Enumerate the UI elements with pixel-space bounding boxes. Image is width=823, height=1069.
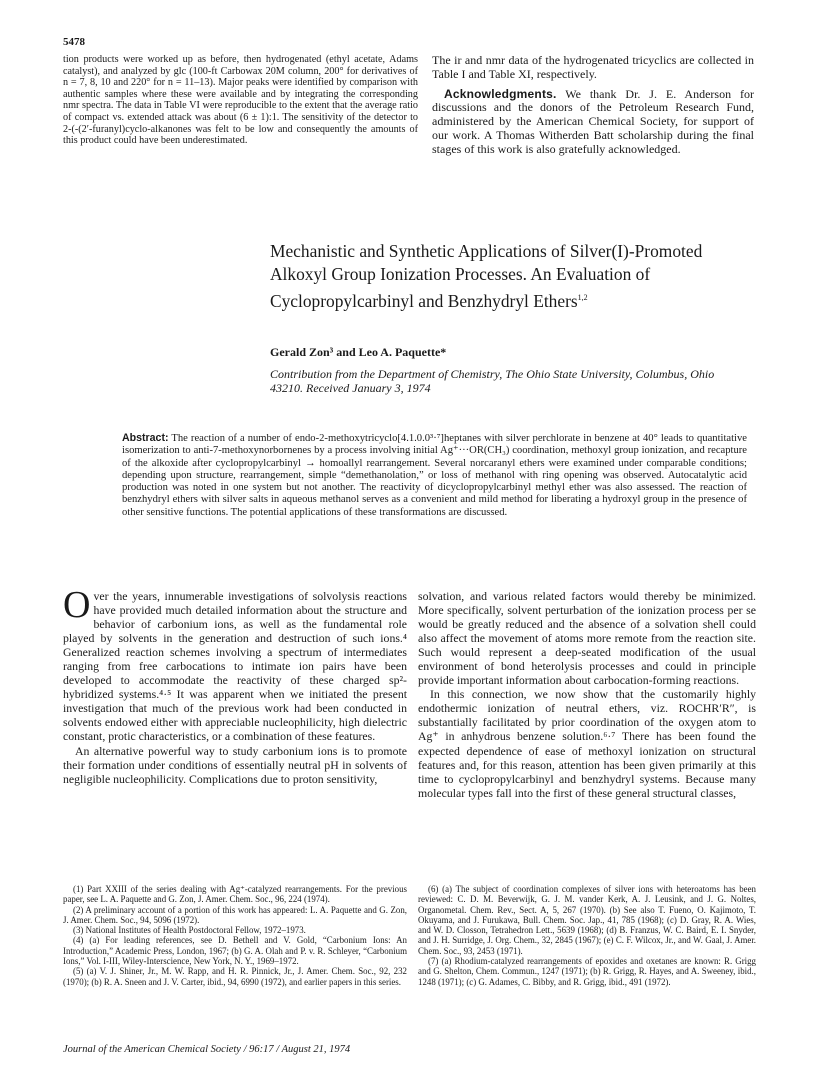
affiliation: Contribution from the Department of Chemistry, The Ohio State University, Columbus, Ohio 43210. Received January 3, 1974 bbox=[270, 367, 715, 396]
footnote: (6) (a) The subject of coordination complexes of silver ions with heteroatoms has been reviewed: C. D. M. Beverwijk, G. J. M. vander Kerk, A. J. Leusink, and J. G. Noltes, Organometal. Chem. Rev., Sect. A, 5, 267 (1970). (b) See also T. Fueno, O. Kajimoto, T. Okuyama, and J. Furukawa, Bull. Chem. Soc. Jap., 41, 785 (1968); (c) D. Gray, R. A. Wies, and W. D. Closson, Tetrahedron Lett., 5639 (1968); (d) B. Franzus, W. C. Baird, E. I. Snyder, and J. H. Surridge, J. Org. Chem., 32, 2845 (1967); (e) C. F. Wilcox, Jr., and W. Gaal, J. Amer. Chem. Soc., 93, 2453 (1971). bbox=[418, 884, 756, 956]
body-left-column bbox=[63, 584, 407, 786]
journal-footer: Journal of the American Chemical Society / 96:17 / August 21, 1974 bbox=[63, 1044, 351, 1055]
table-note: The ir and nmr data of the hydrogenated tricyclics are collected in Table I and Table XI, respectively. bbox=[432, 53, 754, 81]
acknowledgments-text: We thank Dr. J. E. Anderson for discussions and the donors of the Petroleum Research Fund, administered by the American Chemical Society, for support of our work. A Thomas Witherden Batt scholarship during the final stages of this work is also gratefully acknowledged. bbox=[432, 86, 754, 156]
footnote: (3) National Institutes of Health Postdoctoral Fellow, 1972–1973. bbox=[73, 925, 306, 936]
body-paragraph: solvation, and various related factors would thereby be minimized. More specifically, solvent perturbation of the ionization process per se would be greatly reduced and the absence of a solvation shell could also affect the movement of atoms more remote from the reaction site. Such would represent a deep-seated modification of the usual environment of bond heterolysis processes and could in principle provide important information about carbocation-forming reactions. bbox=[418, 589, 756, 688]
abstract-text: The reaction of a number of endo-2-methoxytricyclo[4.1.0.0³·⁷]heptanes with silver perchlorate in benzene at 40° leads to quantitative isomerization to anti-7-methoxynorbornenes by a process involving initial Ag⁺···OR(CH₃) coordination, methoxyl group ionization, and recapture of the alkoxide after cyclopropylcarbinyl → homoallyl rearrangement. Several norcaranyl ethers were examined under comparable conditions; depending upon structure, rearrangement, simple “demethanolation,” or loss of methanol with ring opening was observed. Autocatalytic acid production was noted in one system but not another. The reactivity of dicyclopropylcarbinyl methyl ether was also assessed. The reaction of benzhydryl ethers with silver salts in aqueous methanol serves as a convenient and mild method for liberating a hydroxyl group in the presence of other sensitive functions. The potential applications of these transformations are discussed. bbox=[122, 433, 747, 518]
intro-paragraph bbox=[63, 584, 407, 744]
footnote: (1) Part XXIII of the series dealing with Ag⁺-catalyzed rearrangements. For the previous paper, see L. A. Paquette and G. Zon, J. Amer. Chem. Soc., 96, 224 (1974). bbox=[63, 884, 407, 905]
footnote: (7) (a) Rhodium-catalyzed rearrangements of epoxides and oxetanes are known: R. Grigg and G. Shelton, Chem. Commun., 1247 (1971); (b) R. Grigg, R. Hayes, and A. Sweeney, ibid., 1248 (1971); (c) G. Adames, C. Bibby, and R. Grigg, ibid., 491 (1972). bbox=[418, 956, 756, 987]
experimental-continuation: tion products were worked up as before, then hydrogenated (ethyl acetate, Adams catalyst), and analyzed by glc (100-ft Carbowax 20M column, 200° for derivatives of n = 7, 8, 10 and 220° for n = 11–13). Major peaks were identified by comparison with authentic samples where these were available and by integrating the corresponding nmr spectra. The data in Table VI were reproducible to the extent that the average ratio of compact vs. extended attack was about (6 ± 1):1. The sensitivity of the detector to 2-(-(2′-furanyl)cyclo-alkanones was felt to be low and consequently the amounts of this product could have been underestimated. bbox=[63, 54, 418, 147]
intro-paragraph-text: ver the years, innumerable investigations of solvolysis reactions have provided much detailed information about the structure and behavior of carbonium ions, as well as the fundamental role played by solvents in the generation and destruction of such ions.⁴ Generalized reaction schemes involving a spectrum of intermediates ranging from free carbocations to intimate ion pairs have been developed to accommodate the reactivity of these charged sp²-hybridized systems.⁴·⁵ It was apparent when we initiated the present investigation that much of the previous work had been conducted in solvents endowed either with appreciable nucleophilicity, high dielectric constant, protic characteristics, or a combination of these features. bbox=[63, 589, 407, 744]
article-title-text: Mechanistic and Synthetic Applications of Silver(I)-Promoted Alkoxyl Group Ionization Processes. An Evaluation of Cyclopropylcarbinyl and Benzhydryl Ethers bbox=[270, 241, 703, 312]
drop-cap: O bbox=[63, 584, 91, 626]
title-footnote-ref: 1,2 bbox=[577, 293, 588, 303]
body-paragraph: In this connection, we now show that the customarily highly endothermic ionization of neutral ethers, viz. ROCHR′R″, is substantially facilitated by prior coordination of the oxygen atom to Ag⁺ in anhydrous benzene solution.⁶·⁷ There has been found the expected dependence of ease of methoxyl ionization on structural features and, for this reason, attention has been given primarily at this time to cyclopropylcarbinyl and benzhydryl systems. Because many molecular types fall into the first of these general structural classes, bbox=[418, 687, 756, 800]
footnotes-right bbox=[418, 884, 756, 987]
top-right-column bbox=[432, 54, 754, 157]
article-title bbox=[270, 240, 760, 313]
abstract bbox=[122, 432, 747, 519]
footnote: (4) (a) For leading references, see D. Bethell and V. Gold, “Carbonium Ions: An Introduction,” Academic Press, London, 1967; (b) G. A. Olah and P. v. R. Schleyer, “Carbonium Ions,” Vol. I-III, Wiley-Interscience, New York, N. Y., 1969–1972. bbox=[63, 935, 407, 967]
body-right-column bbox=[418, 589, 756, 800]
acknowledgments-heading: Acknowledgments. bbox=[444, 86, 557, 101]
abstract-label: Abstract: bbox=[122, 432, 169, 444]
footnote: (5) (a) V. J. Shiner, Jr., M. W. Rapp, and H. R. Pinnick, Jr., J. Amer. Chem. Soc., 92, 232 (1970); (b) R. A. Sneen and J. V. Carter, ibid., 94, 6990 (1972), and earlier papers in this series. bbox=[63, 966, 407, 987]
page-number: 5478 bbox=[63, 36, 85, 48]
body-paragraph: An alternative powerful way to study carbonium ions is to promote their formation under conditions of essentially neutral pH in solvents of negligible nucleophilicity. Complications due to proton sensitivity, bbox=[63, 743, 407, 786]
footnotes-left bbox=[63, 884, 407, 987]
authors: Gerald Zon³ and Leo A. Paquette* bbox=[270, 345, 447, 359]
acknowledgments bbox=[432, 88, 754, 157]
footnote: (2) A preliminary account of a portion of this work has appeared: L. A. Paquette and G. Zon, J. Amer. Chem. Soc., 94, 5096 (1972). bbox=[63, 904, 407, 925]
